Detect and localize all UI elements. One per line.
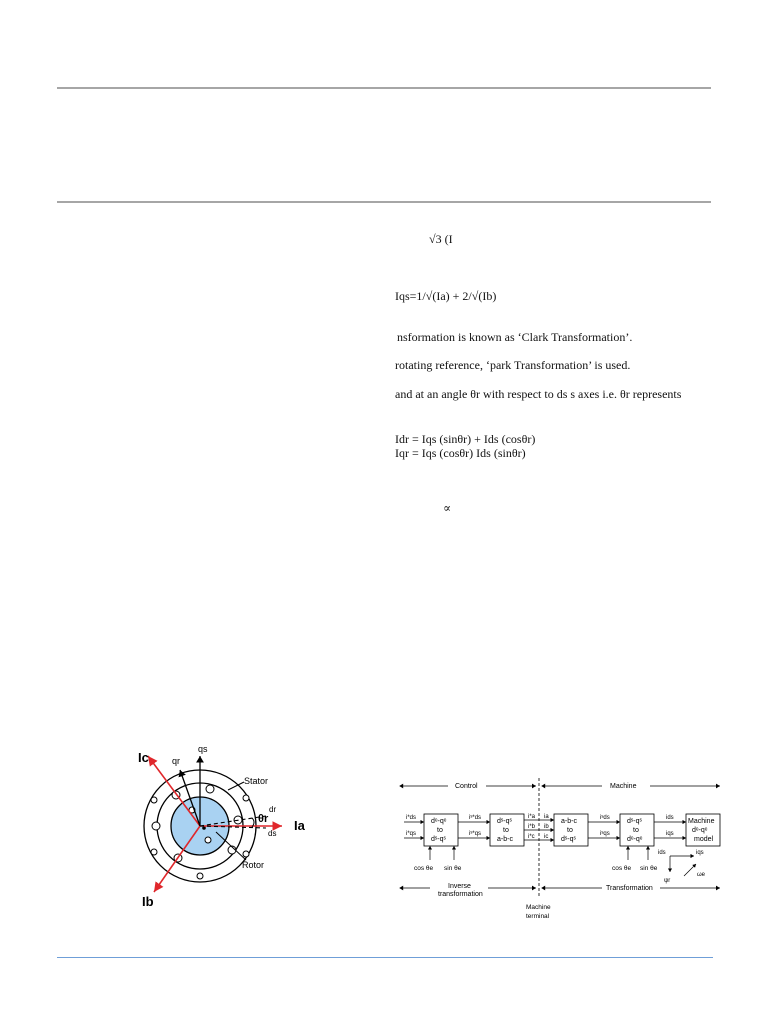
svg-text:i*c: i*c [528, 834, 535, 840]
svg-text:transformation: transformation [438, 891, 483, 898]
svg-text:to: to [503, 827, 509, 834]
svg-text:iqs: iqs [696, 850, 704, 856]
svg-text:iˢqs: iˢqs [600, 831, 610, 837]
rotor-label: Rotor [242, 860, 265, 870]
svg-text:dˢ-qˢ: dˢ-qˢ [561, 836, 576, 843]
svg-text:cos θe: cos θe [414, 865, 434, 872]
svg-text:dᵉ-qᵉ: dᵉ-qᵉ [431, 818, 447, 825]
text-line-angle: and at an angle θr with respect to ds s axes i.e. θr represents [395, 387, 682, 401]
ds-label: ds [268, 829, 277, 838]
ic-label: Ic [138, 750, 149, 765]
svg-text:cos θe: cos θe [612, 865, 632, 872]
footer-rule [57, 957, 713, 958]
svg-text:i*qs: i*qs [406, 831, 417, 837]
text-line-clark: nsformation is known as ‘Clark Transformation’. [397, 330, 633, 344]
stator-label: Stator [244, 776, 269, 786]
svg-text:i*b: i*b [528, 824, 536, 830]
ib-label: Ib [142, 894, 154, 909]
svg-text:iˢ*qs: iˢ*qs [469, 831, 482, 837]
text-line-iqs-equation: Iqs=1/√(Ia) + 2/√(Ib) [395, 289, 497, 303]
svg-text:to: to [437, 827, 443, 834]
svg-text:dᵉ-qᵉ: dᵉ-qᵉ [692, 827, 708, 834]
text-line-proportional: ∝ [443, 501, 452, 515]
theta-label: θr [258, 813, 269, 825]
svg-text:to: to [567, 827, 573, 834]
svg-text:dˢ-qˢ: dˢ-qˢ [497, 818, 512, 825]
svg-text:dˢ-qˢ: dˢ-qˢ [627, 818, 642, 825]
inverse-transformation-label: Inverse [448, 883, 471, 890]
text-line-park: rotating reference, ‘park Transformation’ is used. [395, 358, 631, 372]
svg-text:Machine: Machine [688, 818, 715, 825]
dr-label: dr [269, 805, 277, 814]
svg-text:i*ds: i*ds [406, 815, 417, 821]
header-bottom-rule [57, 201, 711, 203]
svg-text:ic: ic [544, 834, 549, 840]
svg-text:to: to [633, 827, 639, 834]
svg-text:sin θe: sin θe [640, 865, 658, 872]
svg-text:ψr: ψr [664, 878, 671, 884]
ia-label: Ia [294, 818, 305, 833]
control-label: Control [455, 783, 478, 790]
reference-frame-figure [128, 742, 328, 912]
svg-text:ids: ids [666, 815, 674, 821]
svg-text:iqs: iqs [666, 831, 674, 837]
svg-text:a-b-c: a-b-c [497, 836, 513, 843]
svg-text:model: model [694, 836, 714, 843]
text-line-iqr-equation: Iqr = Iqs (cosθr) Ids (sinθr) [395, 446, 526, 460]
svg-text:dᵉ-qᵉ: dᵉ-qᵉ [627, 836, 643, 843]
svg-text:iˢds: iˢds [600, 815, 610, 821]
svg-text:iˢ*ds: iˢ*ds [469, 815, 482, 821]
svg-text:sin θe: sin θe [444, 865, 462, 872]
qs-label: qs [198, 744, 208, 754]
svg-text:ωe: ωe [697, 872, 706, 878]
svg-text:terminal: terminal [526, 913, 550, 920]
machine-terminal-label: Machine [526, 904, 551, 911]
vector-control-block-diagram [396, 776, 726, 924]
machine-label: Machine [610, 783, 637, 790]
svg-text:i*a: i*a [528, 814, 536, 820]
transformation-label: Transformation [606, 885, 653, 892]
qr-label: qr [172, 756, 181, 766]
text-line-sqrt3: √3 (I [429, 232, 453, 246]
svg-text:ids: ids [658, 850, 666, 856]
svg-text:a-b-c: a-b-c [561, 818, 577, 825]
svg-text:ib: ib [544, 824, 549, 830]
top-rule [57, 87, 711, 89]
svg-text:dˢ-qˢ: dˢ-qˢ [431, 836, 446, 843]
text-line-idr-equation: Idr = Iqs (sinθr) + Ids (cosθr) [395, 432, 536, 446]
svg-text:ia: ia [544, 814, 549, 820]
